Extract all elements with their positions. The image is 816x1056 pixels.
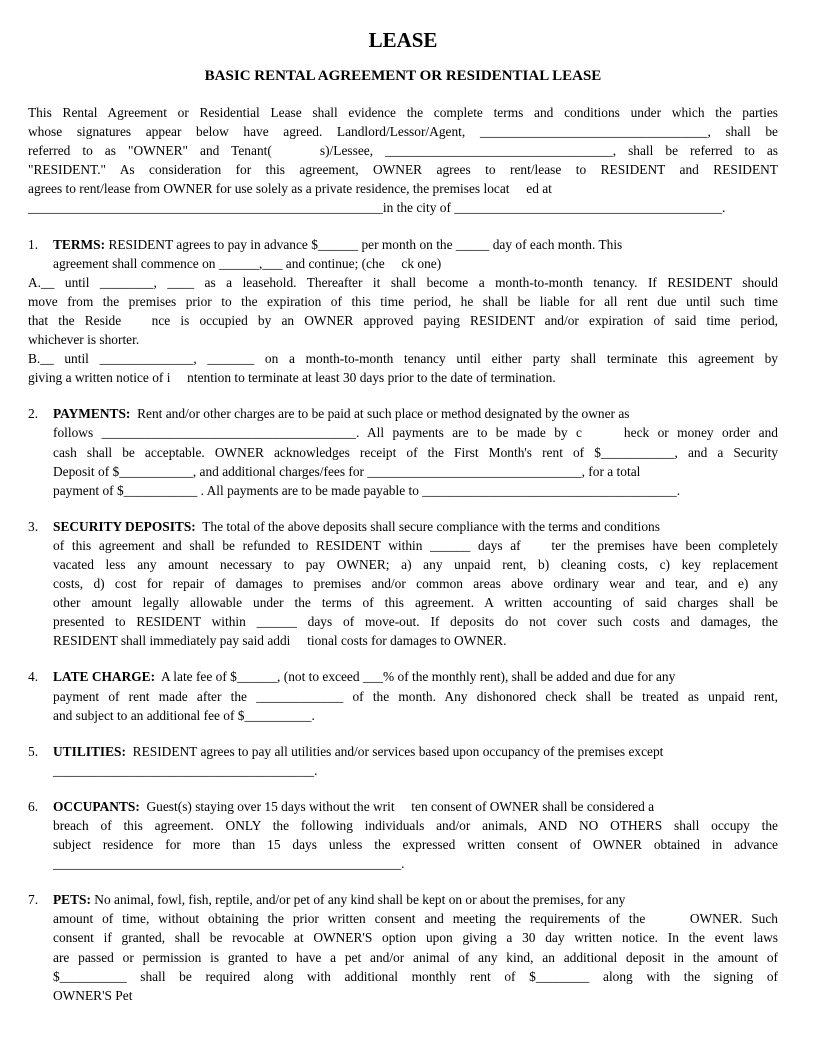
section-heading: OCCUPANTS: bbox=[53, 798, 140, 814]
intro-line: "RESIDENT." As consideration for this agreement, OWNER agrees to rent/lease to RESIDENT and RESIDENT bbox=[28, 162, 778, 178]
section-line: payment of $___________ . All payments are to be made payable to ______________________________________. bbox=[53, 482, 681, 498]
document-subtitle: BASIC RENTAL AGREEMENT OR RESIDENTIAL LEASE bbox=[204, 68, 602, 84]
section-heading: TERMS: bbox=[53, 236, 106, 252]
section-line: $__________ shall be required along with additional monthly rent of $________ along with the signing of bbox=[53, 968, 778, 984]
section-first-text: Rent and/or other charges are to be paid at such place or method designated by the owner as bbox=[130, 406, 630, 422]
section-line: move from the premises prior to the expiration of this time period, he shall be liable for all rent due until such time bbox=[28, 293, 778, 309]
lease-document bbox=[28, 26, 778, 1005]
section-number: 3. bbox=[28, 518, 39, 534]
section-number: 1. bbox=[28, 236, 39, 252]
section-first-text: No animal, fowl, fish, reptile, and/or pet of any kind shall be kept on or about the premises, for any bbox=[90, 892, 626, 908]
section-line: Deposit of $___________, and additional charges/fees for ________________________________, for a total bbox=[53, 463, 641, 479]
section-first-text: The total of the above deposits shall secure compliance with the terms and conditions bbox=[195, 518, 660, 534]
section-heading: SECURITY DEPOSITS: bbox=[53, 518, 196, 534]
section-number: 2. bbox=[28, 406, 39, 422]
section-line: giving a written notice of i ntention to terminate at least 30 days prior to the date of termination. bbox=[28, 370, 556, 386]
section-6 bbox=[28, 797, 778, 873]
intro-line: referred to as "OWNER" and Tenant( s)/Lessee, __________________________________, shall be referred to as bbox=[28, 143, 778, 159]
section-heading: UTILITIES: bbox=[53, 743, 126, 759]
section-line: A.__ until ________, ____ as a leasehold. Thereafter it shall become a month-to-month tenancy. If RESIDENT should bbox=[28, 274, 778, 290]
section-line: are passed or permission is granted to have a pet and/or animal of any kind, an additional deposit in the amount of bbox=[53, 949, 778, 965]
section-line: that the Reside nce is occupied by an OWNER approved paying RESIDENT and/or expiration of said time period, bbox=[28, 312, 778, 328]
section-first-line bbox=[28, 517, 778, 536]
section-first-text: RESIDENT agrees to pay all utilities and/or services based upon occupancy of the premises except bbox=[125, 743, 664, 759]
intro-line: _____________________________________________________in the city of ________________________________________. bbox=[28, 200, 726, 216]
section-line: vacated less any amount necessary to pay OWNER; a) any unpaid rent, b) cleaning costs, c) key replacement bbox=[53, 556, 778, 572]
section-line: subject residence for more than 15 days unless the expressed written consent of OWNER obtained in advance bbox=[53, 837, 778, 853]
section-heading: PAYMENTS: bbox=[53, 406, 131, 422]
section-number: 5. bbox=[28, 743, 39, 759]
section-line: presented to RESIDENT within ______ days of move-out. If deposits do not cover such costs and damages, the bbox=[53, 614, 778, 630]
section-number: 6. bbox=[28, 798, 39, 814]
section-5 bbox=[28, 742, 778, 780]
section-line: consent if granted, shall be revocable at OWNER'S option upon giving a 30 day written notice. In the event laws bbox=[53, 930, 778, 946]
intro-paragraph bbox=[28, 103, 778, 218]
section-2 bbox=[28, 404, 778, 499]
section-number: 4. bbox=[28, 669, 39, 685]
section-line: B.__ until ______________, _______ on a month-to-month tenancy until either party shall terminate this agreement by bbox=[28, 351, 778, 367]
section-line: _______________________________________. bbox=[53, 762, 318, 778]
section-first-line bbox=[28, 404, 778, 423]
document-title: LEASE bbox=[368, 28, 438, 52]
section-line: and subject to an additional fee of $__________. bbox=[53, 707, 315, 723]
section-line: ____________________________________________________. bbox=[53, 856, 405, 872]
intro-line: whose signatures appear below have agreed. Landlord/Lessor/Agent, __________________________________, shall be bbox=[28, 124, 778, 140]
section-first-text: RESIDENT agrees to pay in advance $______ per month on the _____ day of each month. This bbox=[105, 236, 623, 252]
section-7 bbox=[28, 890, 778, 1005]
section-line: of this agreement and shall be refunded to RESIDENT within ______ days af ter the premises have been completely bbox=[53, 537, 778, 553]
section-first-line bbox=[28, 742, 778, 761]
section-first-line bbox=[28, 797, 778, 816]
section-line: whichever is shorter. bbox=[28, 332, 140, 348]
section-line: other amount legally allowable under the terms of this agreement. A written accounting of said charges shall be bbox=[53, 595, 778, 611]
intro-line: agrees to rent/lease from OWNER for use solely as a private residence, the premises locat ed at bbox=[28, 181, 552, 197]
section-line: amount of time, without obtaining the prior written consent and meeting the requirements of the OWNER. Such bbox=[53, 911, 778, 927]
section-first-text: Guest(s) staying over 15 days without the writ ten consent of OWNER shall be considered a bbox=[139, 798, 655, 814]
section-4 bbox=[28, 667, 778, 724]
section-number: 7. bbox=[28, 892, 39, 908]
section-first-line bbox=[28, 890, 778, 909]
intro-line: This Rental Agreement or Residential Lease shall evidence the complete terms and conditions under which the parties bbox=[28, 105, 778, 120]
section-first-line bbox=[28, 235, 778, 254]
section-line: cash shall be acceptable. OWNER acknowledges receipt of the First Month's rent of $___________, and a Security bbox=[53, 444, 778, 460]
section-first-line bbox=[28, 667, 778, 686]
section-line: payment of rent made after the _____________ of the month. Any dishonored check shall be treated as unpaid rent, bbox=[53, 688, 778, 704]
section-line: RESIDENT shall immediately pay said addi tional costs for damages to OWNER. bbox=[53, 633, 507, 649]
section-heading: LATE CHARGE: bbox=[53, 669, 156, 685]
section-line: breach of this agreement. ONLY the following individuals and/or animals, AND NO OTHERS shall occupy the bbox=[53, 818, 778, 833]
lease-sections bbox=[28, 235, 778, 1005]
section-line: agreement shall commence on ______,___ and continue; (che ck one) bbox=[53, 255, 442, 271]
section-line: follows ______________________________________. All payments are to be made by c heck or money order and bbox=[53, 425, 778, 441]
section-line: costs, d) cost for repair of damages to premises and/or common areas above ordinary wear and tear, and e) any bbox=[53, 576, 778, 592]
section-first-text: A late fee of $______, (not to exceed ___% of the monthly rent), shall be added and due for any bbox=[155, 669, 676, 685]
section-1 bbox=[28, 235, 778, 388]
section-3 bbox=[28, 517, 778, 651]
section-line: OWNER'S Pet bbox=[53, 987, 133, 1003]
section-heading: PETS: bbox=[53, 892, 91, 908]
